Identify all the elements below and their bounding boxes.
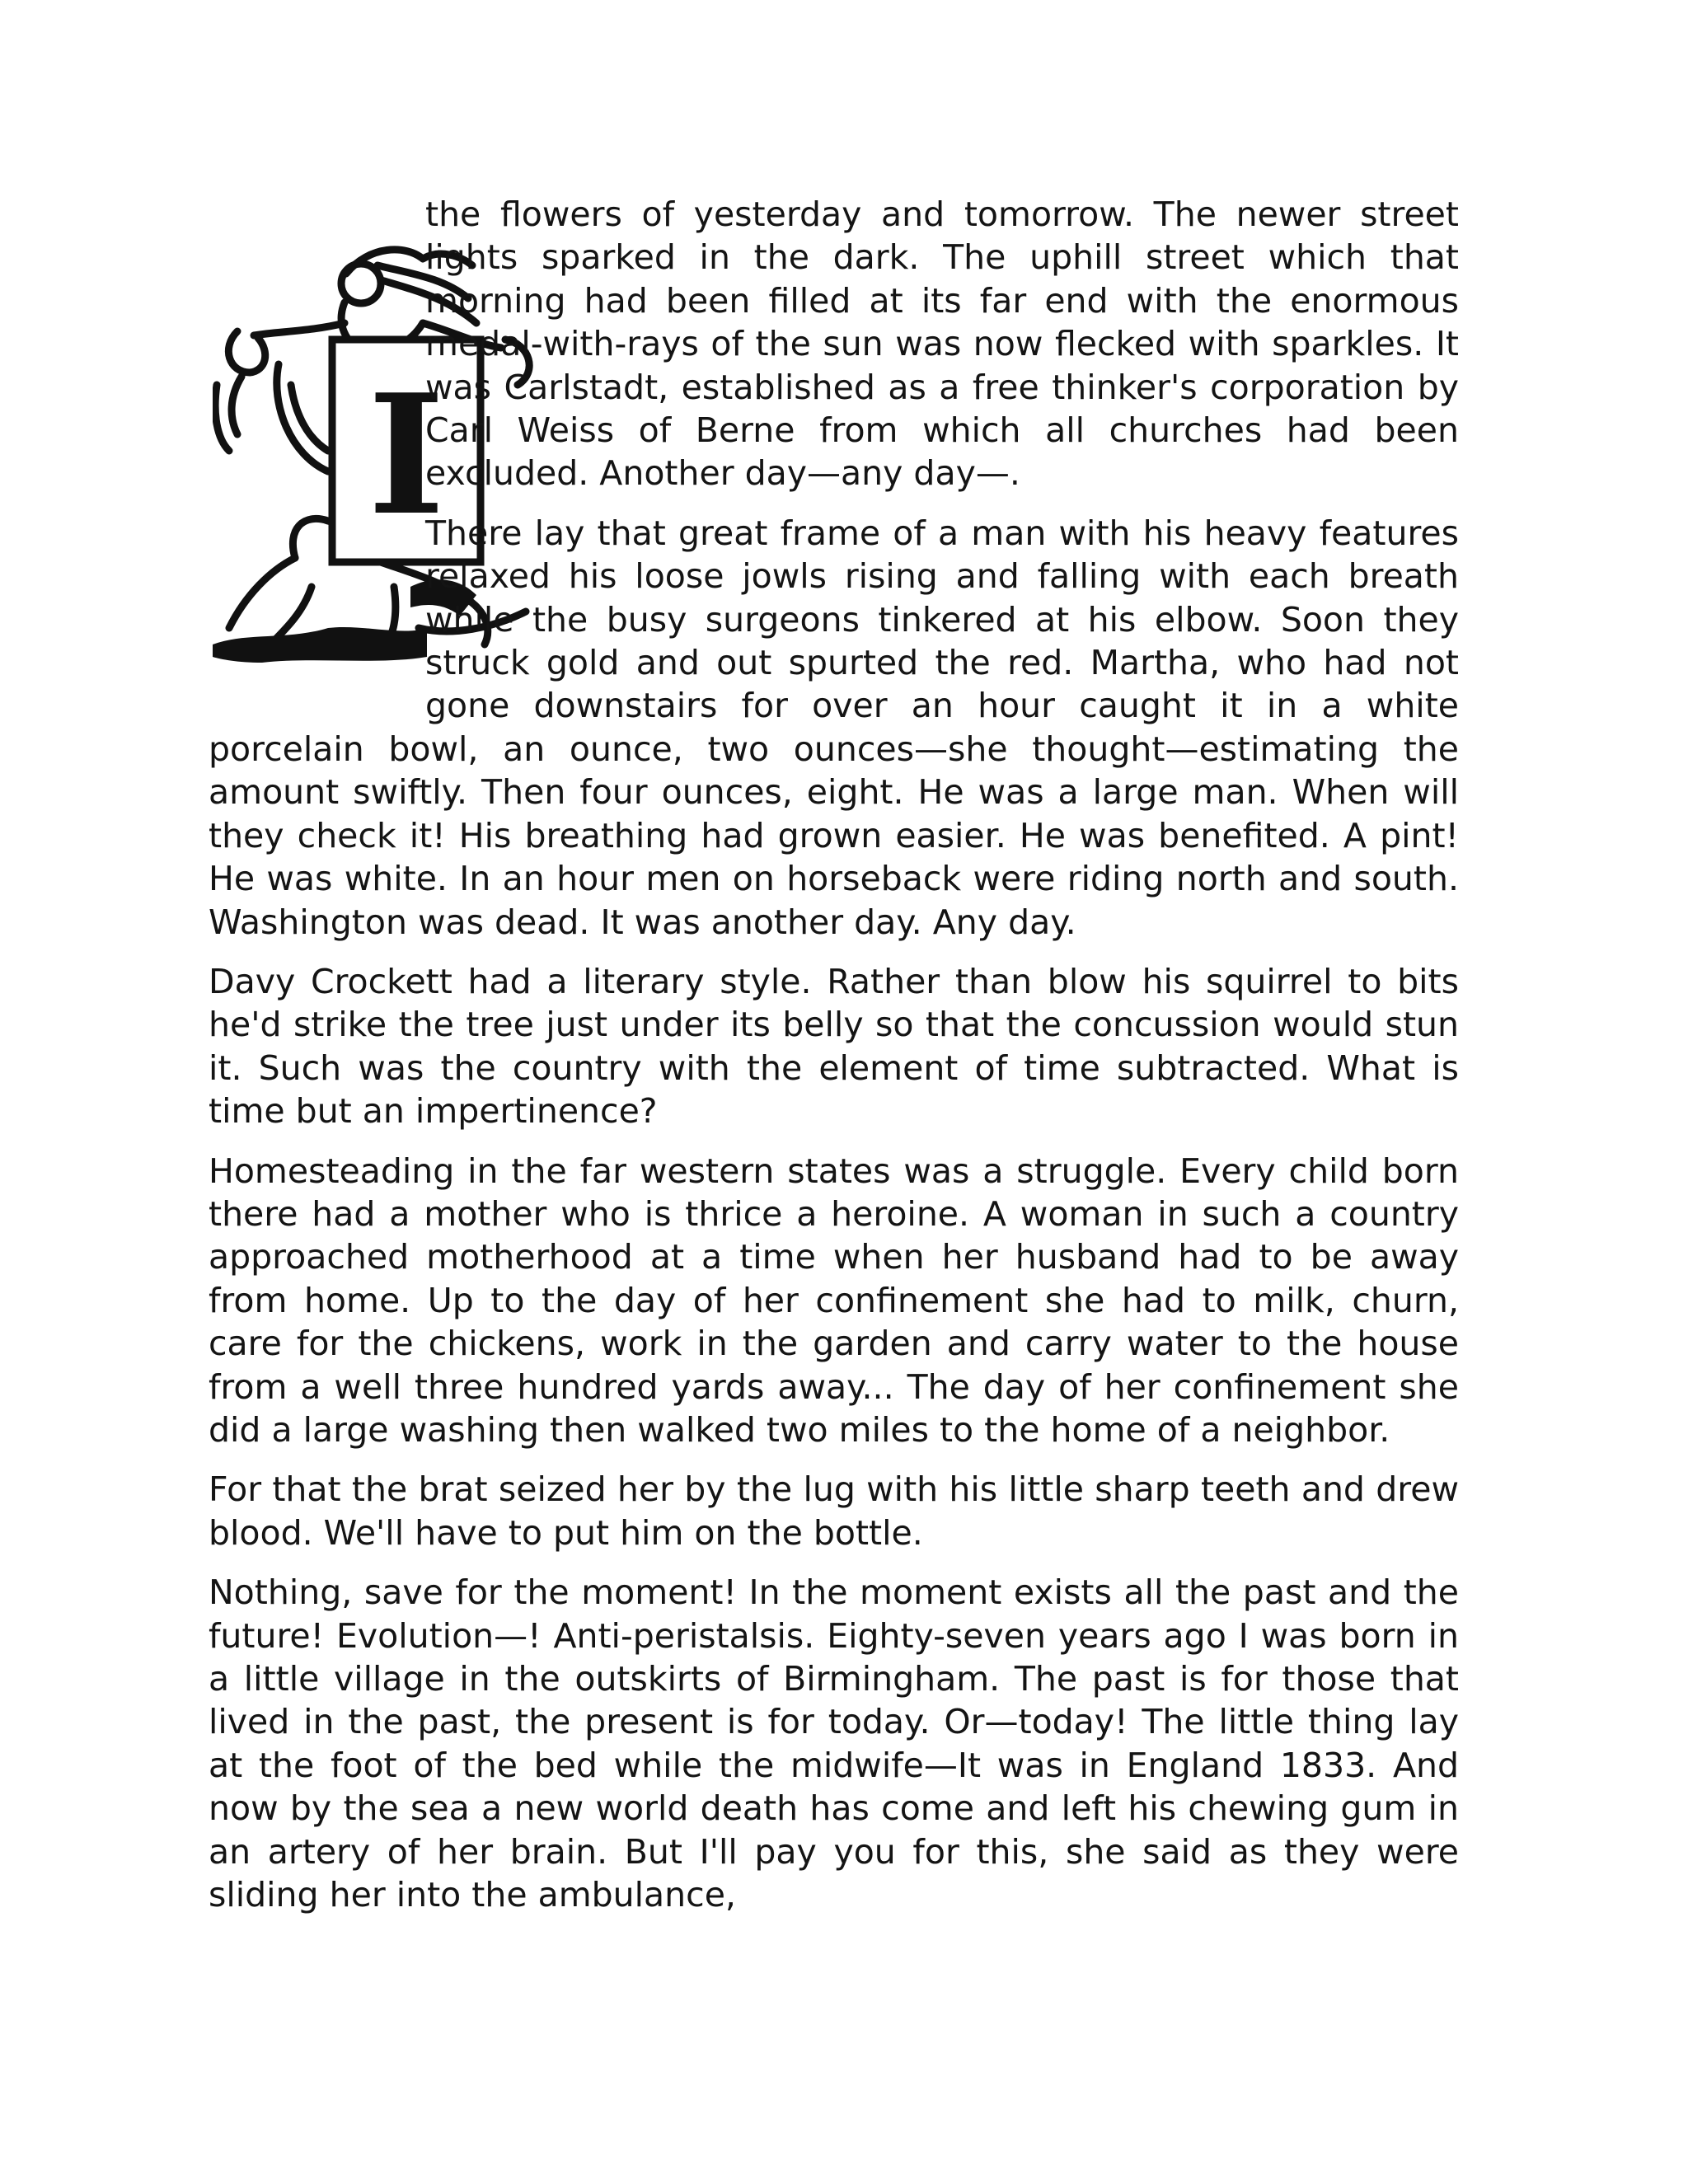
paragraph: For that the brat seized her by the lug with his little sharp teeth and drew blood. We'll have to put him on the bottle.: [209, 1469, 1459, 1553]
body-text: [209, 193, 1459, 1933]
paragraph: Homesteading in the far western states was a struggle. Every child born there had a mother who is thrice a heroine. A woman in such a country approached motherhood at a time when her husband had to be away from home. Up to the day of her confinement she had to milk, churn, care for the chickens, work in the garden and carry water to the house from a well three hundred yards away... The day of her confinement she did a large washing then walked two miles to the home of a neighbor.: [209, 1151, 1459, 1450]
paragraph: Nothing, save for the moment! In the moment exists all the past and the future! Evolution—! Anti-peristalsis. Eighty-seven years ago I was born in a little village in the outskirts of Birmingham. The past is for those that lived in the past, the present is for today. Or—today! The little thing lay at the foot of the bed while the midwife—It was in England 1833. And now by the sea a new world death has come and left his chewing gum in an artery of her brain. But I'll pay you for this, she said as they were sliding her into the ambulance,: [209, 1572, 1459, 1915]
paragraph: Davy Crockett had a literary style. Rather than blow his squirrel to bits he'd strike the tree just under its belly so that the concussion would stun it. Such was the country with the element of time subtracted. What is time but an impertinence?: [209, 961, 1459, 1132]
paragraph: the flowers of yesterday and tomorrow. The newer street lights sparked in the dark. The uphill street which that morning had been filled at its far end with the enormous medal-with-rays of the sun was now flecked with sparkles. It was Carlstadt, established as a free thinker's corporation by Carl Weiss of Berne from which all churches had been excluded. Another day—any day—.: [425, 194, 1459, 494]
initial-letter: I: [368, 359, 445, 552]
paragraph: There lay that great frame of a man with his heavy features relaxed his loose jowls rising and falling with each breath while the busy surgeons tinkered at his elbow. Soon they struck gold and out spurted the red. Martha, who had not gone downstairs for over an hour caught it in a white porcelain bowl, an ounce, two ounces—she thought—estimating the amount swiftly. Then four ounces, eight. He was a large man. When will they check it! His breathing had grown easier. He was benefited. A pint! He was white. In an hour men on horseback were riding north and south. Washington was dead. It was another day. Any day.: [209, 513, 1459, 942]
